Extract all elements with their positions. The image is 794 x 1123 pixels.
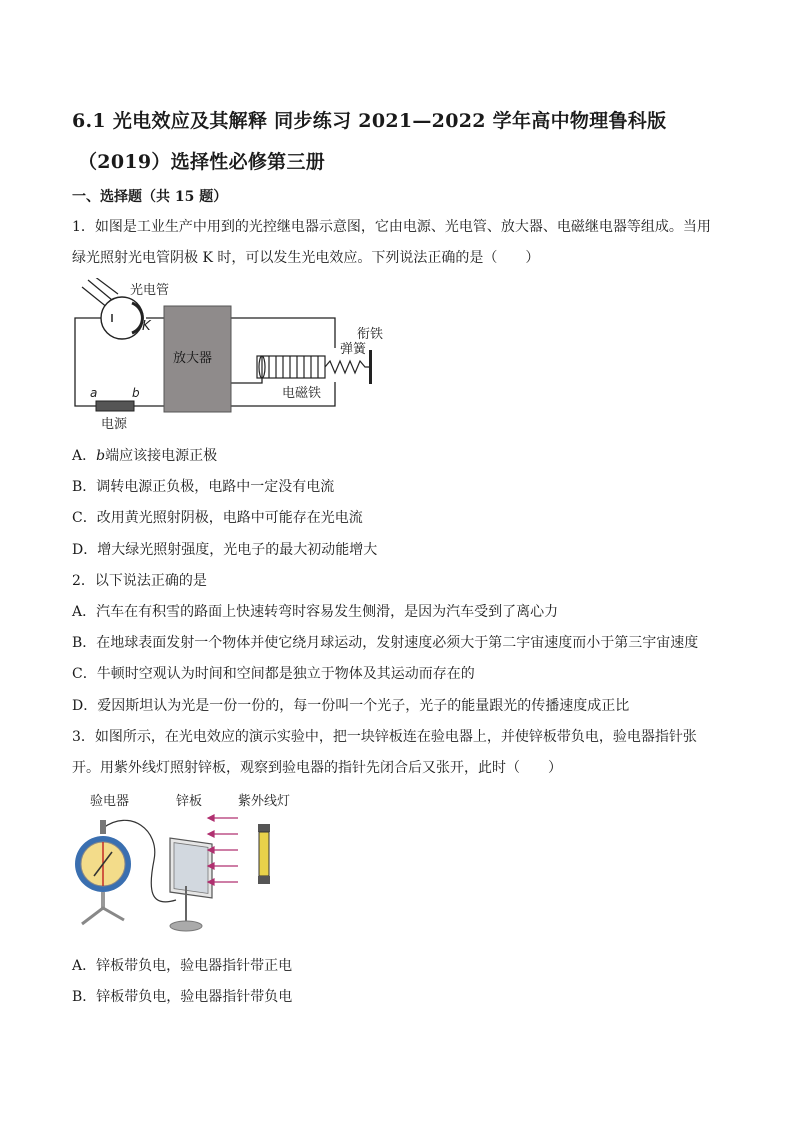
phototube-icon [101,297,143,339]
q1-option-a-text: 端应该接电源正极 [105,448,218,464]
cathode-label: K [142,319,151,334]
power-source-box [96,401,134,411]
electromagnet-icon [257,356,325,378]
zinc-plate-icon [170,838,212,931]
title-line-1: 6.1 光电效应及其解释 同步练习 2021—2022 学年高中物理鲁科版 [72,110,667,132]
zinc-plate-label: 锌板 [176,794,203,809]
q1-option-c: C．改用黄光照射阴极，电路中可能存在光电流 [72,510,363,526]
q1-stem-line-2: 绿光照射光电管阴极 K 时，可以发生光电效应。下列说法正确的是（ ） [72,250,540,266]
q1-option-a-variable: b [96,448,106,464]
section-heading: 一、选择题（共 15 题） [72,189,228,205]
q1-relay-circuit-figure [70,278,400,434]
armature-label: 衔铁 [357,327,384,342]
electroscope-icon [75,820,131,924]
phototube-label: 光电管 [130,283,170,298]
terminal-b-label: b [132,386,140,400]
armature-bar [369,350,372,384]
q3-stem-line-2: 开。用紫外线灯照射锌板，观察到验电器的指针先闭合后又张开，此时（ ） [72,760,562,776]
q3-option-a: A．锌板带负电，验电器指针带正电 [72,958,293,974]
electromagnet-label: 电磁铁 [282,386,322,401]
q1-option-d: D．增大绿光照射强度，光电子的最大初动能增大 [72,542,378,558]
q2-option-b: B．在地球表面发射一个物体并使它绕月球运动，发射速度必须大于第二宇宙速度而小于第三宇宙速度 [72,635,699,651]
electroscope-label: 验电器 [90,794,130,809]
q1-option-b: B．调转电源正负极，电路中一定没有电流 [72,479,335,495]
spring-label: 弹簧 [340,342,367,357]
q2-option-c: C．牛顿时空观认为时间和空间都是独立于物体及其运动而存在的 [72,666,475,682]
q3-electroscope-figure [70,790,310,940]
amplifier-label: 放大器 [173,351,213,366]
uv-lamp-icon [258,824,270,884]
q1-stem-line-1: 1．如图是工业生产中用到的光控继电器示意图，它由电源、光电管、放大器、电磁继电器等组成。当用 [72,219,711,235]
power-label: 电源 [101,417,128,432]
terminal-a-label: a [90,386,98,400]
q1-option-a-prefix: A． [72,448,97,464]
title-line-2: （2019）选择性必修第三册 [78,151,326,173]
spring-icon [325,361,370,373]
q2-option-d: D．爱因斯坦认为光是一份一份的，每一份叫一个光子，光子的能量跟光的传播速度成正比 [72,698,630,714]
q3-stem-line-1: 3．如图所示，在光电效应的演示实验中，把一块锌板连在验电器上，并使锌板带负电，验电器指针张 [72,729,697,745]
q2-option-a: A．汽车在有积雪的路面上快速转弯时容易发生侧滑，是因为汽车受到了离心力 [72,604,559,620]
q1-option-a [72,447,732,465]
uv-lamp-label: 紫外线灯 [238,794,291,809]
q3-option-b: B．锌板带负电，验电器指针带负电 [72,989,293,1005]
q2-stem: 2．以下说法正确的是 [72,573,207,589]
